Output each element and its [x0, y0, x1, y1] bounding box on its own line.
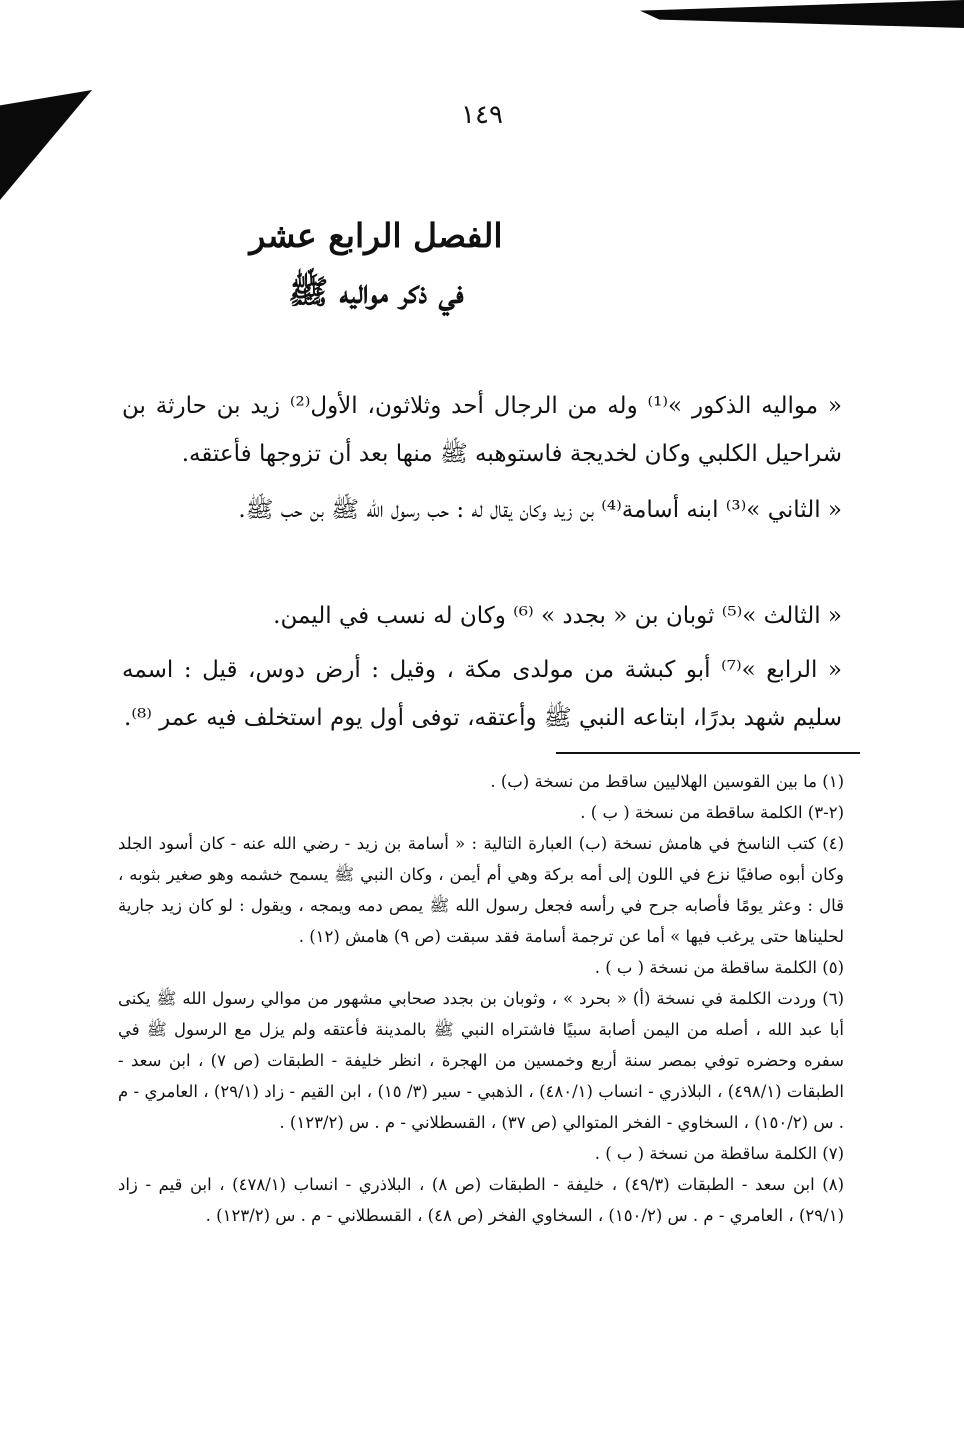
footnote: (١) ما بين القوسين الهلاليين ساقط من نسخة (ب) .: [490, 772, 844, 791]
footnote: (٦) وردت الكلمة في نسخة (أ) « بحرد » ، وثوبان بن بجدد صحابي مشهور من موالي رسول الله ﷺ يكنى أبا عبد الله ، أصله من اليمن أصابة سبيًا فاشتراه النبي ﷺ بالمدينة فأعتقه ولم يزل مع الرسول ﷺ في سفره وحضره توفي بمصر سنة أربع وخمسين من الهجرة ، انظر خليفة - الطبقات (ص ٧) ، ابن سعد - الطبقات (٤٩٨/١) ، البلاذري - انساب (٤٨٠/١) ، الذهبي - سير (٣/ ١٥) ، ابن القيم - زاد (٢٩/١) ، العامري - م . س (١٥٠/٢) ، السخاوي - الفخر المتوالي (ص ٣٧) ، القسطلاني - م . س (١٢٣/٢) .: [118, 989, 844, 1132]
footnote: (٢-٣) الكلمة ساقطة من نسخة ( ب ) .: [580, 803, 844, 822]
paragraph-third-mawla: « الثالث »⁽⁵⁾ ثوبان بن « بجدد » ⁽⁶⁾ وكان له نسب في اليمن.: [273, 603, 842, 629]
footnote: (٥) الكلمة ساقطة من نسخة ( ب ) .: [594, 958, 844, 977]
footnote-separator: [556, 752, 860, 754]
footnote: (٤) كتب الناسخ في هامش نسخة (ب) العبارة التالية : « أسامة بن زيد - رضي الله عنه - كان أسود الجلد وكان أبوه صافيًا نزع في اللون إلى أمه بركة وهي أم أيمن ، وكان النبي ﷺ يسمح خشمه وهو صغير بثوبه ، قال : وعثر يومًا فأصابه جرح في رأسه فجعل رسول الله ﷺ يمص دمه ويمجه ، ويقول : لو كان زيد جارية لحليناها حتى يرغب فيها » أما عن ترجمة أسامة فقد سبقت (ص ٩) هامش (١٢) .: [118, 834, 844, 946]
scan-edge-shadow-top: [640, 0, 964, 28]
paragraph-second-mawla: « الثاني »⁽³⁾ ابنه أسامة⁽⁴⁾ بن زيد وكان يقال له : حب رسول الله ﷺ بن حب ﷺ.: [238, 497, 842, 523]
page-number: ١٤٩: [461, 100, 503, 130]
chapter-title-line-1: الفصل الرابع عشر: [249, 216, 503, 255]
footnote: (٨) ابن سعد - الطبقات (٤٩/٣) ، خليفة - الطبقات (ص ٨) ، البلاذري - انساب (٤٧٨/١) ، ابن قيم - زاد (٢٩/١) ، العامري - م . س (١٥٠/٢) ، السخاوي الفخر (ص ٤٨) ، القسطلاني - م . س (١٢٣/٢) .: [118, 1175, 845, 1225]
footnote: (٧) الكلمة ساقطة من نسخة ( ب ) .: [594, 1144, 844, 1163]
chapter-title-line-2: في ذكر مواليه ﷺ: [288, 272, 464, 311]
paragraph-fourth-mawla: « الرابع »⁽⁷⁾ أبو كبشة من مولدى مكة ، وقيل : أرض دوس، قيل : اسمه سليم شهد بدرًا، ابتاعه النبي ﷺ وأعتقه، توفى أول يوم استخلف فيه عمر ⁽⁸⁾.: [122, 657, 842, 731]
chapter-title: [156, 208, 596, 320]
paragraph-first-mawla: « مواليه الذكور »⁽¹⁾ وله من الرجال أحد وثلاثون، الأول⁽²⁾ زيد بن حارثة بن شراحيل الكلبي وكان لخديجة فاستوهبه ﷺ منها بعد أن تزوجها فأعتقه.: [122, 393, 842, 467]
footnotes: [118, 766, 844, 1231]
